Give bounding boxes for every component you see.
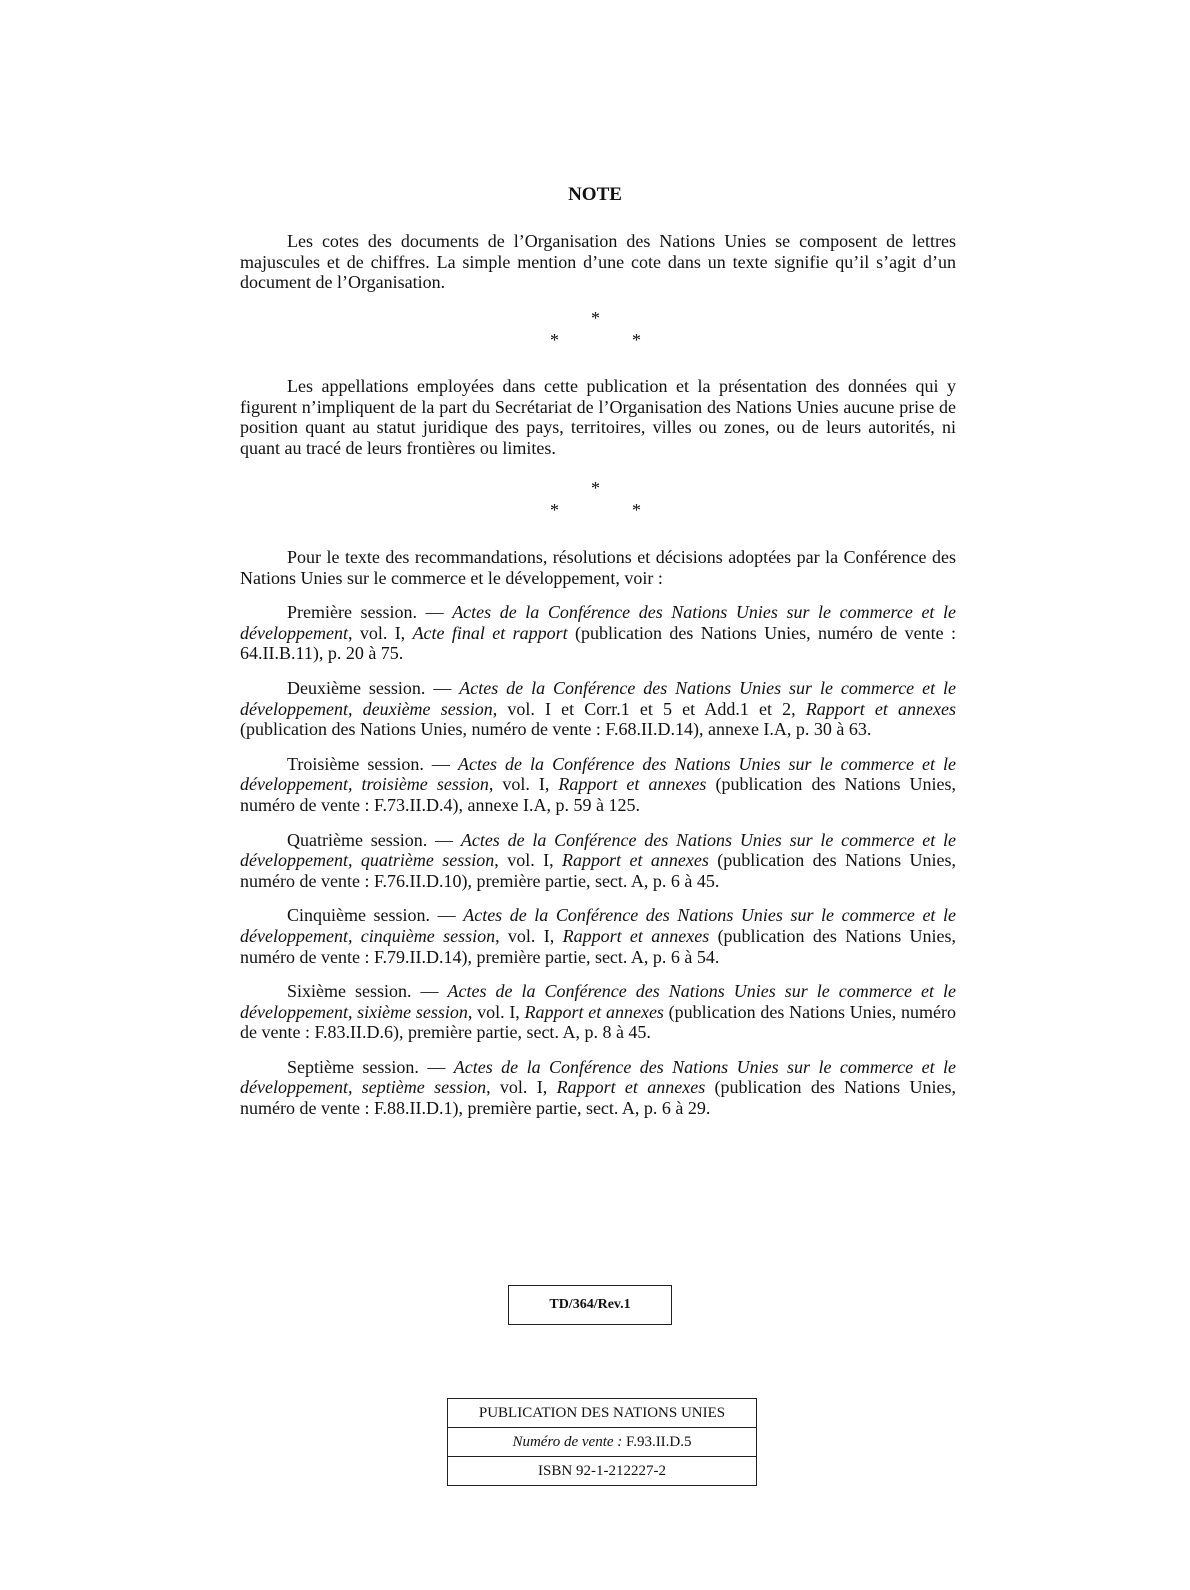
reference-text: , vol. I, (347, 622, 413, 643)
asterisk: * (632, 500, 641, 520)
reference-title: Rapport et annexes (562, 925, 710, 946)
reference-text: Cinquième session. — (287, 905, 464, 926)
reference-text: , vol. I et Corr.1 et 5 et Add.1 et 2, (492, 698, 806, 719)
reference-text: , vol. I, (495, 925, 563, 946)
publication-heading: PUBLICATION DES NATIONS UNIES (478, 1405, 726, 1421)
reference-title: Actes de la Conférence des Nations Unies sur le commerce et le développement, sixième session (240, 981, 957, 1022)
paragraph-text: Les appellations employées dans cette publication et la présentation des données qui y figurent n’impliquent de la part du Secrétariat de l’Organisation des Nations Unies aucune prise de position quant au statut juridique des pays, territoires, villes ou zones, ou de leurs autorités, ni quant au tracé de leurs frontières ou limites. (240, 376, 956, 458)
asterisk: * (632, 330, 641, 350)
paragraph-text: Pour le texte des recommandations, résolutions et décisions adoptées par la Conférence des Nations Unies sur le commerce et le développement, voir : (240, 547, 956, 588)
reference-title: Rapport et annexes (562, 850, 709, 871)
isbn: ISBN 92-1-212227-2 (448, 1456, 756, 1485)
reference-title: Rapport et annexes (805, 698, 956, 719)
sales-number-label: Numéro de vente : (512, 1434, 623, 1450)
sales-number: F.93.II.D.5 (626, 1434, 692, 1450)
reference-text: (publication des Nations Unies, numéro de vente : F.76.II.D.10), première partie, sect. A, p. 6 à 45. (240, 850, 957, 891)
reference-title: Actes de la Conférence des Nations Unies sur le commerce et le développement, cinquième session (240, 905, 956, 946)
asterisk: * (550, 330, 559, 350)
session-reference (240, 754, 956, 816)
note-paragraph-symbols (240, 231, 956, 293)
session-reference (240, 602, 956, 664)
asterisk: * (591, 478, 600, 498)
reference-text: , vol. I, (488, 774, 559, 795)
asterisk: * (550, 500, 559, 520)
reference-text: Deuxième session. — (287, 677, 460, 698)
reference-text: (publication des Nations Unies, numéro de vente : F.88.II.D.1), première partie, sect. A, p. 6 à 29. (240, 1077, 956, 1119)
paragraph-text: Les cotes des documents de l’Organisation des Nations Unies se composent de lettres majuscules et de chiffres. La simple mention d’une cote dans un texte signifie qu’il s’agit d’un document de l’Organisation. (240, 231, 956, 293)
reference-text: (publication des Nations Unies, numéro de vente : F.68.II.D.14), annexe I.A, p. 30 à 63. (240, 719, 872, 740)
reference-text: Quatrième session. — (287, 829, 461, 850)
reference-title: Acte final et rapport (412, 622, 568, 643)
session-reference (240, 830, 956, 892)
asterism-separator (540, 308, 650, 350)
document-symbol-box: TD/364/Rev.1 (508, 1285, 672, 1325)
reference-text: Sixième session. — (287, 981, 448, 1002)
reference-text: (publication des Nations Unies, numéro de vente : F.79.II.D.14), première partie, sect. A, p. 6 à 54. (240, 925, 957, 967)
reference-text: Septième session. — (287, 1056, 454, 1077)
session-reference (240, 678, 956, 740)
reference-text: , vol. I, (467, 1001, 525, 1022)
reference-text: Première session. — (287, 602, 453, 623)
reference-title: Actes de la Conférence des Nations Unies sur le commerce et le développement, septième session (240, 1056, 956, 1098)
reference-text: (publication des Nations Unies, numéro de vente : 64.II.B.11), p. 20 à 75. (240, 622, 957, 664)
note-paragraph-disclaimer (240, 376, 956, 458)
session-reference (240, 905, 956, 967)
session-reference-list (240, 602, 956, 1118)
page-title: NOTE (568, 184, 622, 205)
reference-text: (publication des Nations Unies, numéro de vente : F.73.II.D.4), annexe I.A, p. 59 à 125. (240, 774, 956, 815)
session-reference (240, 981, 956, 1043)
reference-title: Rapport et annexes (558, 774, 707, 795)
reference-title: Actes de la Conférence des Nations Unies sur le commerce et le développement (240, 602, 956, 643)
reference-title: Actes de la Conférence des Nations Unies sur le commerce et le développement, quatrième session (240, 829, 957, 871)
reference-title: Rapport et annexes (524, 1001, 664, 1022)
asterisk: * (591, 308, 600, 328)
reference-title: Actes de la Conférence des Nations Unies sur le commerce et le développement, deuxième session (240, 677, 956, 719)
reference-title: Actes de la Conférence des Nations Unies sur le commerce et le développement, troisième session (240, 753, 956, 795)
reference-title: Rapport et annexes (556, 1077, 706, 1098)
reference-text: , vol. I, (486, 1077, 557, 1098)
session-reference (240, 1057, 956, 1119)
references-section (240, 547, 956, 1133)
reference-text: , vol. I, (494, 850, 563, 871)
publication-info-box (447, 1398, 757, 1486)
reference-text: (publication des Nations Unies, numéro de vente : F.83.II.D.6), première partie, sect. A, p. 8 à 45. (240, 1001, 956, 1043)
reference-text: Troisième session. — (287, 753, 458, 774)
asterism-separator (540, 478, 650, 520)
sales-number-row (448, 1427, 756, 1456)
